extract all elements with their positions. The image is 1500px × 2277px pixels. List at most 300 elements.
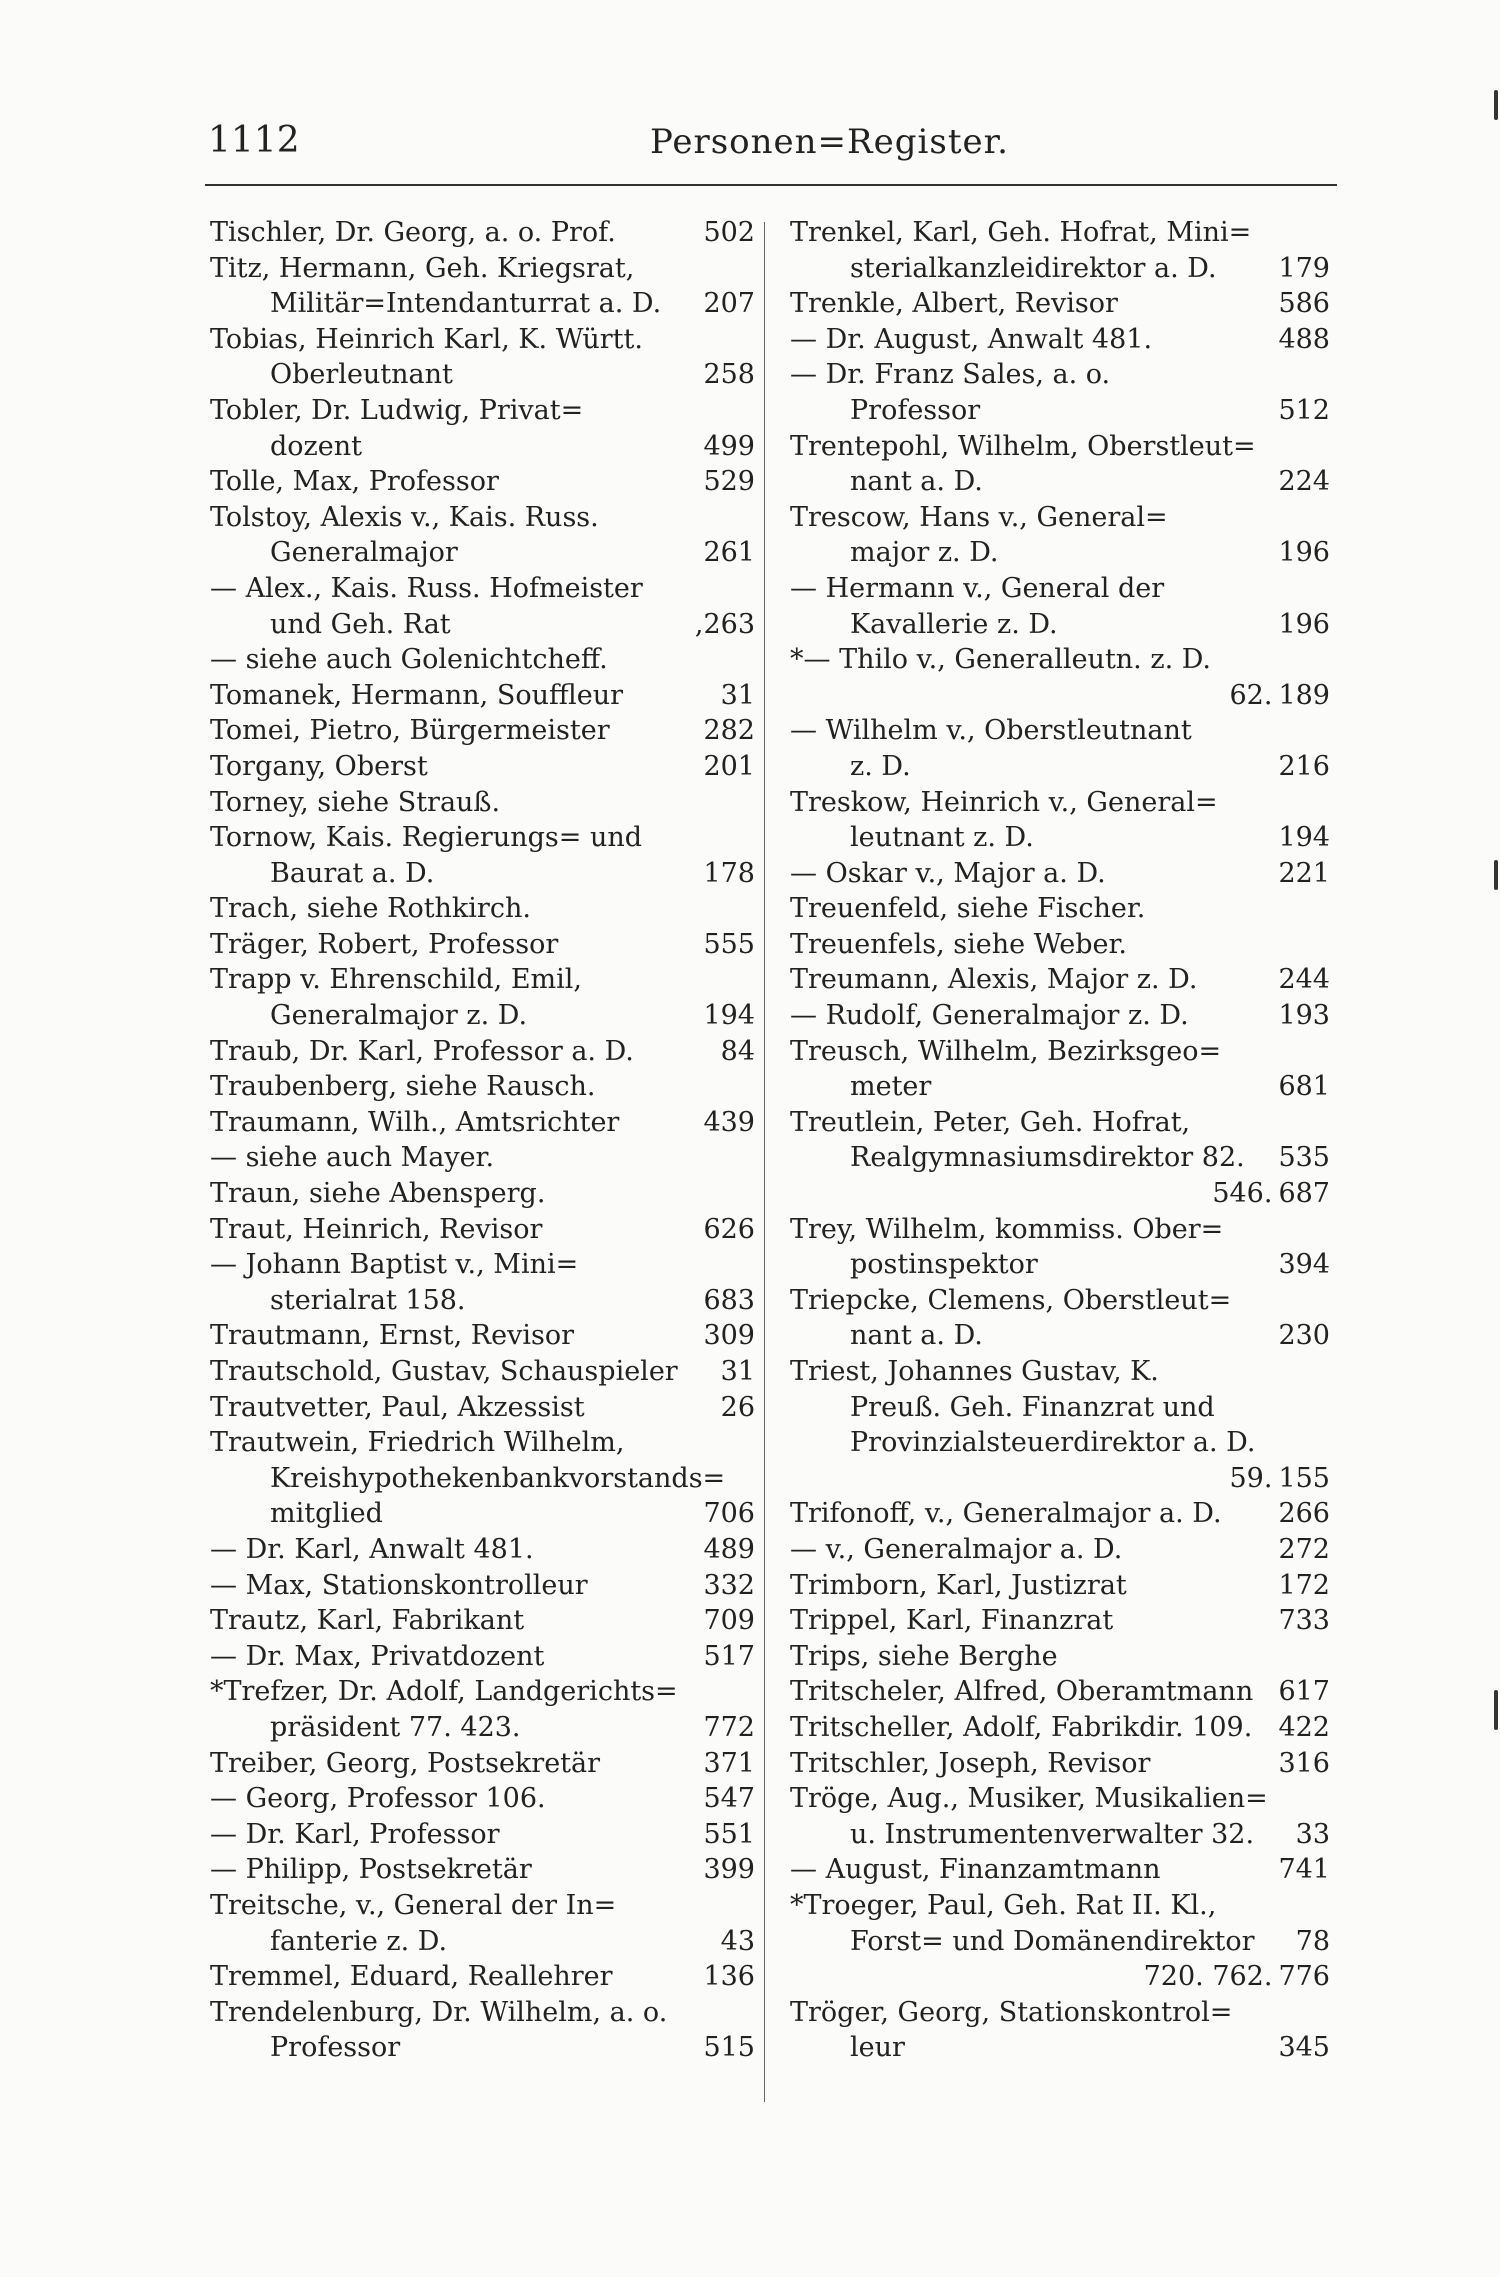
register-entry bbox=[790, 607, 1330, 643]
entry-text: — Dr. Max, Privatdozent bbox=[210, 1640, 545, 1672]
entry-text: — August, Finanzamtmann bbox=[790, 1854, 1161, 1886]
entry-page-ref: 309 bbox=[703, 1320, 755, 1352]
entry-text: Titz, Hermann, Geh. Kriegsrat, bbox=[210, 252, 635, 284]
entry-text: Trendelenburg, Dr. Wilhelm, a. o. bbox=[210, 1996, 668, 2028]
entry-page-ref: 535 bbox=[1278, 1142, 1330, 1174]
entry-text: leur bbox=[850, 2032, 905, 2064]
entry-page-ref bbox=[749, 1888, 755, 1924]
entry-text: Treskow, Heinrich v., General= bbox=[790, 786, 1218, 818]
entry-page-ref: 733 bbox=[1278, 1605, 1330, 1637]
entry-page-ref: 189 bbox=[1278, 679, 1330, 711]
entry-text: — Dr. Franz Sales, a. o. bbox=[790, 359, 1111, 391]
register-entry bbox=[790, 1069, 1330, 1105]
register-entry bbox=[210, 500, 755, 536]
register-entry bbox=[790, 785, 1330, 821]
entry-text: postinspektor bbox=[850, 1249, 1038, 1281]
entry-page-ref: 499 bbox=[703, 430, 755, 462]
entry-page-ref: 515 bbox=[703, 2032, 755, 2064]
register-entry bbox=[790, 1283, 1330, 1319]
entry-text: Tolstoy, Alexis v., Kais. Russ. bbox=[210, 501, 599, 533]
entry-text: u. Instrumentenverwalter 32. bbox=[850, 1818, 1255, 1850]
entry-text: Trautvetter, Paul, Akzessist bbox=[210, 1391, 585, 1423]
entry-page-ref: 179 bbox=[1278, 252, 1330, 284]
entry-page-ref: 489 bbox=[703, 1533, 755, 1565]
entry-text: Tobler, Dr. Ludwig, Privat= bbox=[210, 394, 584, 426]
register-entry bbox=[790, 1496, 1330, 1532]
entry-page-ref: 547 bbox=[703, 1783, 755, 1815]
entry-text: Tröge, Aug., Musiker, Musikalien= bbox=[790, 1783, 1268, 1815]
entry-text: Trautwein, Friedrich Wilhelm, bbox=[210, 1427, 625, 1459]
entry-page-ref: 529 bbox=[703, 466, 755, 498]
register-entry bbox=[790, 856, 1330, 892]
entry-page-ref bbox=[1324, 1425, 1330, 1461]
entry-text: Trimborn, Karl, Justizrat bbox=[790, 1569, 1127, 1601]
register-entry bbox=[210, 1532, 755, 1568]
entry-text: mitglied bbox=[270, 1498, 383, 1530]
entry-text: Tomanek, Hermann, Souffleur bbox=[210, 679, 624, 711]
entry-text: Trescow, Hans v., General= bbox=[790, 501, 1168, 533]
entry-text: Trach, siehe Rothkirch. bbox=[210, 893, 531, 925]
entry-text: — Philipp, Postsekretär bbox=[210, 1854, 532, 1886]
register-entry bbox=[790, 1995, 1330, 2031]
entry-text: leutnant z. D. bbox=[850, 822, 1034, 854]
entry-text: Tobias, Heinrich Karl, K. Württ. bbox=[210, 323, 643, 355]
entry-text: Trenkle, Albert, Revisor bbox=[790, 288, 1118, 320]
entry-page-ref: 172 bbox=[1278, 1569, 1330, 1601]
register-entry bbox=[210, 1212, 755, 1248]
register-entry bbox=[210, 713, 755, 749]
register-entry bbox=[790, 1817, 1330, 1853]
entry-page-ref bbox=[749, 1176, 755, 1212]
entry-text: — Dr. August, Anwalt 481. bbox=[790, 323, 1153, 355]
register-entry bbox=[210, 1283, 755, 1319]
scan-edge-mark bbox=[1494, 860, 1498, 890]
left-column bbox=[210, 215, 755, 2066]
register-entry bbox=[210, 1674, 755, 1710]
entry-text: 720. 762. bbox=[1143, 1961, 1273, 1993]
register-entry bbox=[790, 535, 1330, 571]
entry-page-ref: 33 bbox=[1295, 1818, 1330, 1850]
entry-page-ref: 681 bbox=[1278, 1071, 1330, 1103]
entry-page-ref: 26 bbox=[720, 1391, 755, 1423]
entry-page-ref: 224 bbox=[1278, 466, 1330, 498]
register-entry bbox=[790, 357, 1330, 393]
entry-page-ref: 332 bbox=[703, 1569, 755, 1601]
register-entry bbox=[210, 571, 755, 607]
right-column bbox=[790, 215, 1330, 2066]
entry-text: — v., Generalmajor a. D. bbox=[790, 1533, 1123, 1565]
entry-page-ref: 194 bbox=[703, 1000, 755, 1032]
register-entry bbox=[210, 1924, 755, 1960]
register-entry bbox=[790, 1247, 1330, 1283]
entry-text: Forst= und Domänendirektor bbox=[850, 1925, 1255, 1957]
register-entry bbox=[790, 1212, 1330, 1248]
entry-text: — siehe auch Mayer. bbox=[210, 1142, 495, 1174]
entry-page-ref: 230 bbox=[1278, 1320, 1330, 1352]
entry-text: dozent bbox=[270, 430, 362, 462]
entry-text: 62. bbox=[1229, 679, 1273, 711]
register-entry bbox=[790, 251, 1330, 287]
entry-text: — Alex., Kais. Russ. Hofmeister bbox=[210, 572, 643, 604]
scan-edge-mark bbox=[1494, 90, 1498, 120]
entry-page-ref bbox=[749, 322, 755, 358]
register-entry bbox=[210, 785, 755, 821]
entry-page-ref bbox=[1324, 1105, 1330, 1141]
register-entry bbox=[790, 1461, 1330, 1497]
entry-page-ref bbox=[749, 1247, 755, 1283]
entry-text: Tremmel, Eduard, Reallehrer bbox=[210, 1961, 613, 1993]
register-entry bbox=[790, 678, 1330, 714]
entry-text: sterialrat 158. bbox=[270, 1284, 466, 1316]
register-entry bbox=[210, 1390, 755, 1426]
register-entry bbox=[210, 607, 755, 643]
register-entry bbox=[790, 1924, 1330, 1960]
entry-text: Militär=Intendanturrat a. D. bbox=[270, 288, 662, 320]
register-entry bbox=[790, 1034, 1330, 1070]
entry-text: Trapp v. Ehrenschild, Emil, bbox=[210, 964, 583, 996]
entry-page-ref bbox=[1324, 1034, 1330, 1070]
entry-text: Traub, Dr. Karl, Professor a. D. bbox=[210, 1035, 634, 1067]
entry-page-ref bbox=[1324, 642, 1330, 678]
register-entry bbox=[790, 891, 1330, 927]
entry-text: Tritscheller, Adolf, Fabrikdir. 109. bbox=[790, 1711, 1253, 1743]
entry-text: Trentepohl, Wilhelm, Oberstleut= bbox=[790, 430, 1256, 462]
entry-page-ref: 78 bbox=[1295, 1925, 1330, 1957]
register-entry bbox=[790, 1639, 1330, 1675]
entry-page-ref: 706 bbox=[703, 1498, 755, 1530]
entry-page-ref bbox=[749, 642, 755, 678]
register-entry bbox=[210, 215, 755, 251]
entry-text: Tolle, Max, Professor bbox=[210, 466, 499, 498]
register-entry bbox=[210, 1461, 755, 1497]
register-entry bbox=[210, 1959, 755, 1995]
entry-page-ref bbox=[749, 1995, 755, 2031]
entry-text: Triest, Johannes Gustav, K. bbox=[790, 1356, 1159, 1387]
entry-page-ref bbox=[749, 251, 755, 287]
register-entry bbox=[210, 642, 755, 678]
register-entry bbox=[210, 251, 755, 287]
entry-text: nant a. D. bbox=[850, 466, 983, 498]
register-entry bbox=[210, 1603, 755, 1639]
register-entry bbox=[790, 1959, 1330, 1995]
register-entry bbox=[210, 1140, 755, 1176]
entry-page-ref bbox=[749, 1674, 755, 1710]
entry-page-ref: 683 bbox=[703, 1284, 755, 1316]
column-divider bbox=[764, 222, 765, 2102]
register-entry bbox=[790, 1176, 1330, 1212]
entry-text: Treumann, Alexis, Major z. D. bbox=[790, 964, 1198, 996]
register-entry bbox=[210, 1888, 755, 1924]
entry-page-ref bbox=[749, 785, 755, 821]
entry-text: Tröger, Georg, Stationskontrol= bbox=[790, 1996, 1233, 2028]
entry-text: Provinzialsteuerdirektor a. D. bbox=[850, 1427, 1256, 1459]
entry-page-ref bbox=[1324, 357, 1330, 393]
register-entry bbox=[210, 429, 755, 465]
entry-page-ref: 266 bbox=[1278, 1498, 1330, 1530]
entry-page-ref bbox=[1324, 785, 1330, 821]
register-entry bbox=[790, 927, 1330, 963]
register-entry bbox=[790, 713, 1330, 749]
register-entry bbox=[210, 1034, 755, 1070]
page-title: Personen=Register. bbox=[650, 122, 1009, 162]
register-entry bbox=[210, 286, 755, 322]
register-entry bbox=[790, 1710, 1330, 1746]
entry-page-ref bbox=[749, 500, 755, 536]
entry-text: Kreishypothekenbankvorstands= bbox=[270, 1462, 726, 1494]
entry-page-ref: 261 bbox=[703, 537, 755, 569]
entry-text: — Georg, Professor 106. bbox=[210, 1783, 546, 1815]
register-entry bbox=[790, 464, 1330, 500]
entry-page-ref: 155 bbox=[1278, 1462, 1330, 1494]
entry-page-ref bbox=[1324, 429, 1330, 465]
entry-page-ref: 512 bbox=[1278, 394, 1330, 426]
register-entry bbox=[790, 429, 1330, 465]
entry-page-ref: 244 bbox=[1278, 964, 1330, 996]
entry-text: *Troeger, Paul, Geh. Rat II. Kl., bbox=[790, 1889, 1217, 1921]
entry-text: z. D. bbox=[850, 750, 911, 782]
register-entry bbox=[210, 749, 755, 785]
entry-text: Treuenfeld, siehe Fischer. bbox=[790, 893, 1146, 925]
register-entry bbox=[210, 464, 755, 500]
register-entry bbox=[790, 1568, 1330, 1604]
entry-text: Treutlein, Peter, Geh. Hofrat, bbox=[790, 1106, 1191, 1138]
entry-text: Traumann, Wilh., Amtsrichter bbox=[210, 1106, 620, 1138]
register-entry bbox=[790, 571, 1330, 607]
entry-text: Trippel, Karl, Finanzrat bbox=[790, 1605, 1114, 1637]
entry-text: — Dr. Karl, Professor bbox=[210, 1818, 500, 1850]
register-entry bbox=[210, 962, 755, 998]
register-entry bbox=[790, 1888, 1330, 1924]
entry-text: *Trefzer, Dr. Adolf, Landgerichts= bbox=[210, 1676, 678, 1708]
register-entry bbox=[790, 215, 1330, 251]
entry-page-ref bbox=[1324, 927, 1330, 963]
register-entry bbox=[210, 1781, 755, 1817]
entry-text: Treuenfels, siehe Weber. bbox=[790, 928, 1128, 960]
entry-text: Trautschold, Gustav, Schauspieler bbox=[210, 1356, 678, 1387]
entry-text: Professor bbox=[850, 394, 981, 426]
register-entry bbox=[790, 749, 1330, 785]
entry-text: Traubenberg, siehe Rausch. bbox=[210, 1071, 596, 1103]
entry-text: Traut, Heinrich, Revisor bbox=[210, 1213, 543, 1245]
register-entry bbox=[210, 1995, 755, 2031]
entry-page-ref: 371 bbox=[703, 1747, 755, 1779]
register-entry bbox=[790, 1781, 1330, 1817]
entry-page-ref: 422 bbox=[1278, 1711, 1330, 1743]
entry-page-ref bbox=[749, 1140, 755, 1176]
register-entry bbox=[210, 1852, 755, 1888]
register-entry bbox=[790, 1852, 1330, 1888]
entry-page-ref: 216 bbox=[1278, 750, 1330, 782]
entry-text: Professor bbox=[270, 2032, 401, 2064]
entry-text: Torney, siehe Strauß. bbox=[210, 786, 501, 818]
register-entry bbox=[790, 1105, 1330, 1141]
entry-page-ref: 196 bbox=[1278, 537, 1330, 569]
register-entry bbox=[210, 1710, 755, 1746]
entry-page-ref bbox=[1324, 1781, 1330, 1817]
entry-text: Generalmajor z. D. bbox=[270, 1000, 528, 1032]
entry-text: nant a. D. bbox=[850, 1320, 983, 1352]
register-entry bbox=[790, 998, 1330, 1034]
entry-page-ref bbox=[1324, 1888, 1330, 1924]
entry-page-ref: 502 bbox=[703, 217, 755, 248]
entry-text: Triepcke, Clemens, Oberstleut= bbox=[790, 1284, 1232, 1316]
entry-page-ref: 399 bbox=[703, 1854, 755, 1886]
entry-page-ref bbox=[749, 962, 755, 998]
register-entry bbox=[790, 1318, 1330, 1354]
entry-page-ref: 687 bbox=[1278, 1178, 1330, 1210]
entry-text: Tritscheler, Alfred, Oberamtmann bbox=[790, 1676, 1254, 1708]
entry-text: meter bbox=[850, 1071, 932, 1103]
entry-text: — Johann Baptist v., Mini= bbox=[210, 1249, 579, 1281]
entry-text: Generalmajor bbox=[270, 537, 458, 569]
entry-text: Tischler, Dr. Georg, a. o. Prof. bbox=[210, 217, 616, 248]
entry-page-ref: 84 bbox=[720, 1035, 755, 1067]
entry-page-ref: 31 bbox=[720, 679, 755, 711]
entry-page-ref bbox=[1324, 1390, 1330, 1426]
entry-page-ref: 776 bbox=[1278, 1961, 1330, 1993]
entry-text: Tornow, Kais. Regierungs= und bbox=[210, 822, 643, 854]
header-rule bbox=[205, 184, 1337, 186]
entry-text: Kavallerie z. D. bbox=[850, 608, 1058, 640]
register-entry bbox=[790, 820, 1330, 856]
entry-page-ref: 394 bbox=[1278, 1249, 1330, 1281]
entry-text: major z. D. bbox=[850, 537, 999, 569]
entry-text: Traun, siehe Abensperg. bbox=[210, 1178, 546, 1210]
register-entry bbox=[210, 2030, 755, 2066]
register-entry bbox=[790, 2030, 1330, 2066]
entry-page-ref: 772 bbox=[703, 1711, 755, 1743]
entry-text: Tomei, Pietro, Bürgermeister bbox=[210, 715, 610, 747]
entry-page-ref bbox=[749, 1069, 755, 1105]
register-entry bbox=[790, 1354, 1330, 1390]
register-entry bbox=[210, 1568, 755, 1604]
entry-page-ref: 709 bbox=[703, 1605, 755, 1637]
entry-text: sterialkanzleidirektor a. D. bbox=[850, 252, 1217, 284]
entry-page-ref bbox=[1324, 571, 1330, 607]
register-entry bbox=[210, 1354, 755, 1390]
entry-page-ref: 617 bbox=[1278, 1676, 1330, 1708]
entry-text: — Hermann v., General der bbox=[790, 572, 1165, 604]
entry-text: Treusch, Wilhelm, Bezirksgeo= bbox=[790, 1035, 1222, 1067]
entry-page-ref: 193 bbox=[1278, 1000, 1330, 1032]
entry-page-ref: 626 bbox=[703, 1213, 755, 1245]
entry-page-ref: 201 bbox=[703, 750, 755, 782]
entry-text: Trenkel, Karl, Geh. Hofrat, Mini= bbox=[790, 217, 1252, 248]
register-entry bbox=[790, 1425, 1330, 1461]
register-entry bbox=[210, 891, 755, 927]
entry-page-ref: ,263 bbox=[694, 608, 755, 640]
entry-page-ref: 586 bbox=[1278, 288, 1330, 320]
register-entry bbox=[210, 1746, 755, 1782]
entry-page-ref: 43 bbox=[720, 1925, 755, 1957]
entry-text: Träger, Robert, Professor bbox=[210, 928, 559, 960]
entry-page-ref: 282 bbox=[703, 715, 755, 747]
entry-text: Treiber, Georg, Postsekretär bbox=[210, 1747, 601, 1779]
entry-text: 59. bbox=[1229, 1462, 1273, 1494]
entry-page-ref bbox=[1324, 713, 1330, 749]
entry-text: 546. bbox=[1212, 1178, 1273, 1210]
register-entry bbox=[210, 927, 755, 963]
register-entry bbox=[210, 1496, 755, 1532]
entry-page-ref: 258 bbox=[703, 359, 755, 391]
entry-page-ref: 741 bbox=[1278, 1854, 1330, 1886]
register-entry bbox=[210, 998, 755, 1034]
entry-page-ref: 488 bbox=[1278, 323, 1330, 355]
register-entry bbox=[210, 1318, 755, 1354]
scan-edge-mark bbox=[1494, 1690, 1498, 1730]
entry-page-ref bbox=[749, 891, 755, 927]
entry-page-ref bbox=[1324, 891, 1330, 927]
entry-text: Torgany, Oberst bbox=[210, 750, 428, 782]
entry-page-ref bbox=[1324, 1639, 1330, 1675]
entry-text: Preuß. Geh. Finanzrat und bbox=[850, 1391, 1215, 1423]
entry-text: — siehe auch Golenichtcheff. bbox=[210, 644, 608, 676]
entry-text: präsident 77. 423. bbox=[270, 1711, 521, 1743]
register-entry bbox=[210, 1247, 755, 1283]
entry-page-ref bbox=[1324, 1283, 1330, 1319]
entry-page-ref: 316 bbox=[1278, 1747, 1330, 1779]
register-entry bbox=[210, 820, 755, 856]
entry-text: Trifonoff, v., Generalmajor a. D. bbox=[790, 1498, 1222, 1530]
register-entry bbox=[210, 1817, 755, 1853]
entry-text: Trautmann, Ernst, Revisor bbox=[210, 1320, 574, 1352]
entry-page-ref: 345 bbox=[1278, 2032, 1330, 2064]
entry-page-ref bbox=[749, 393, 755, 429]
entry-text: und Geh. Rat bbox=[270, 608, 451, 640]
entry-text: Trips, siehe Berghe bbox=[790, 1640, 1058, 1672]
entry-page-ref: 555 bbox=[703, 928, 755, 960]
entry-page-ref: 31 bbox=[720, 1356, 755, 1387]
register-entry bbox=[790, 1674, 1330, 1710]
register-entry bbox=[790, 1390, 1330, 1426]
register-entry bbox=[210, 1105, 755, 1141]
entry-page-ref bbox=[1324, 1212, 1330, 1248]
register-entry bbox=[790, 393, 1330, 429]
entry-text: — Dr. Karl, Anwalt 481. bbox=[210, 1533, 534, 1565]
register-entry bbox=[210, 1069, 755, 1105]
entry-page-ref: 196 bbox=[1278, 608, 1330, 640]
page-number: 1112 bbox=[208, 120, 300, 161]
entry-text: — Oskar v., Major a. D. bbox=[790, 857, 1106, 889]
register-entry bbox=[790, 962, 1330, 998]
entry-page-ref bbox=[749, 1461, 755, 1497]
entry-page-ref: 272 bbox=[1278, 1533, 1330, 1565]
register-entry bbox=[210, 393, 755, 429]
register-entry bbox=[210, 322, 755, 358]
entry-page-ref: 136 bbox=[703, 1961, 755, 1993]
register-entry bbox=[210, 1425, 755, 1461]
entry-page-ref: 207 bbox=[703, 288, 755, 320]
register-entry bbox=[210, 535, 755, 571]
register-entry bbox=[210, 1176, 755, 1212]
entry-page-ref: 221 bbox=[1278, 857, 1330, 889]
entry-text: Realgymnasiumsdirektor 82. bbox=[850, 1142, 1245, 1174]
entry-page-ref: 551 bbox=[703, 1818, 755, 1850]
entry-text: — Wilhelm v., Oberstleutnant bbox=[790, 715, 1192, 747]
register-entry bbox=[790, 500, 1330, 536]
register-entry bbox=[210, 1639, 755, 1675]
entry-text: Tritschler, Joseph, Revisor bbox=[790, 1747, 1151, 1779]
entry-page-ref bbox=[749, 1425, 755, 1461]
entry-text: — Max, Stationskontrolleur bbox=[210, 1569, 588, 1601]
register-entry bbox=[790, 1140, 1330, 1176]
register-entry bbox=[210, 856, 755, 892]
entry-text: Oberleutnant bbox=[270, 359, 453, 391]
entry-text: *— Thilo v., Generalleutn. z. D. bbox=[790, 644, 1212, 676]
register-entry bbox=[790, 286, 1330, 322]
register-entry bbox=[790, 1532, 1330, 1568]
entry-text: Baurat a. D. bbox=[270, 857, 435, 889]
